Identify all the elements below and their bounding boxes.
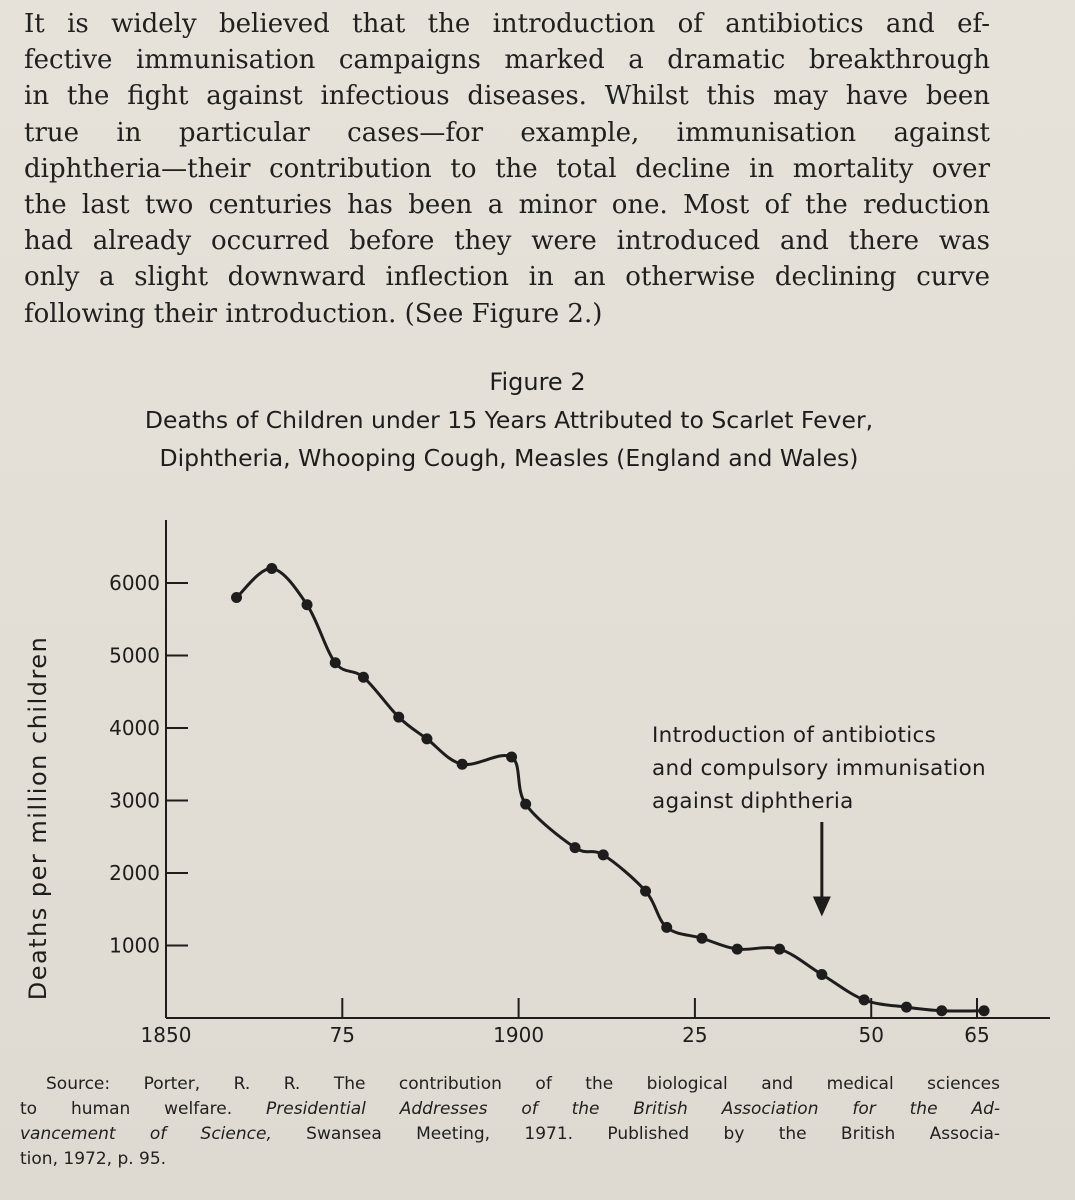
- data-point: [393, 712, 404, 723]
- figure-heading-line-2: Diphtheria, Whooping Cough, Measles (England and Wales): [159, 444, 859, 472]
- figure-label: Figure 2: [489, 368, 586, 396]
- trend-curve: [237, 568, 985, 1011]
- y-tick-label: 4000: [109, 716, 160, 740]
- x-tick-label: 75: [329, 1023, 356, 1047]
- data-point: [774, 944, 785, 955]
- data-point: [901, 1002, 912, 1013]
- source-citation: [20, 1072, 1000, 1172]
- y-tick-label: 1000: [109, 933, 160, 958]
- trend-curve-layer: [237, 568, 985, 1011]
- paragraph-line: It is widely believed that the introduction of antibiotics and ef-: [24, 9, 990, 39]
- data-point: [816, 969, 827, 980]
- data-point: [457, 759, 468, 770]
- data-point: [330, 657, 341, 668]
- data-point: [570, 842, 581, 853]
- data-point: [640, 886, 651, 897]
- annotation-text: and compulsory immunisation: [652, 756, 986, 781]
- source-text: to human welfare.: [20, 1099, 267, 1119]
- data-point: [598, 849, 609, 860]
- data-point: [358, 672, 369, 683]
- annotation-text: against diphtheria: [652, 789, 854, 814]
- paragraph-line: diphtheria—their contribution to the total decline in mortality over: [24, 153, 990, 184]
- paragraph-line: had already occurred before they were introduced and there was: [24, 226, 990, 257]
- source-italic: vancement of Science,: [20, 1124, 272, 1144]
- data-point: [859, 994, 870, 1005]
- x-tick-label: 50: [858, 1023, 884, 1047]
- source-line: [20, 1097, 1000, 1122]
- paragraph-line: only a slight downward inflection in an otherwise declining curve: [24, 262, 990, 293]
- x-tick-label: 65: [964, 1023, 990, 1047]
- paragraph-line: the last two centuries has been a minor one. Most of the reduction: [24, 190, 990, 221]
- data-point: [421, 733, 432, 744]
- data-point: [231, 592, 242, 603]
- y-axis-label: Deaths per million children: [24, 635, 52, 1001]
- source-italic: Presidential Addresses of the British Association for the Ad-: [266, 1099, 1000, 1119]
- data-point: [936, 1005, 947, 1016]
- figure-heading-line-1: Deaths of Children under 15 Years Attributed to Scarlet Fever,: [144, 406, 874, 434]
- source-line: [20, 1122, 1000, 1147]
- y-tick-label: 5000: [109, 643, 160, 668]
- paragraph-line: following their introduction. (See Figure 2.): [24, 298, 603, 329]
- annotation-text: Introduction of antibiotics: [652, 723, 937, 748]
- data-point: [732, 944, 743, 955]
- data-point: [520, 799, 531, 810]
- data-points-layer: [231, 563, 990, 1016]
- data-point: [302, 599, 313, 610]
- y-tick-label: 6000: [109, 571, 160, 595]
- x-tick-label: 1850: [140, 1023, 192, 1047]
- chart-ticks: [109, 571, 990, 1047]
- y-tick-label: 2000: [109, 861, 160, 885]
- paragraph-line: in the fight against infectious diseases. Whilst this may have been: [24, 81, 990, 112]
- paragraph-line: fective immunisation campaigns marked a dramatic breakthrough: [24, 45, 990, 76]
- annotation-layer: [652, 723, 986, 917]
- annotation-arrow-head: [813, 897, 831, 917]
- data-point: [661, 922, 672, 933]
- data-point: [979, 1005, 990, 1016]
- x-tick-label: 25: [682, 1023, 708, 1047]
- source-line: tion, 1972, p. 95.: [20, 1149, 167, 1169]
- data-point: [506, 752, 517, 763]
- x-tick-label: 1900: [493, 1023, 545, 1047]
- source-line: Source: Porter, R. R. The contribution of the biological and medical sciences: [46, 1074, 1000, 1094]
- y-tick-label: 3000: [109, 788, 160, 813]
- source-text: Swansea Meeting, 1971. Published by the British Associa-: [271, 1124, 1001, 1144]
- data-point: [266, 563, 277, 574]
- paragraph-line: true in particular cases—for example, immunisation against: [24, 117, 990, 148]
- data-point: [696, 933, 707, 944]
